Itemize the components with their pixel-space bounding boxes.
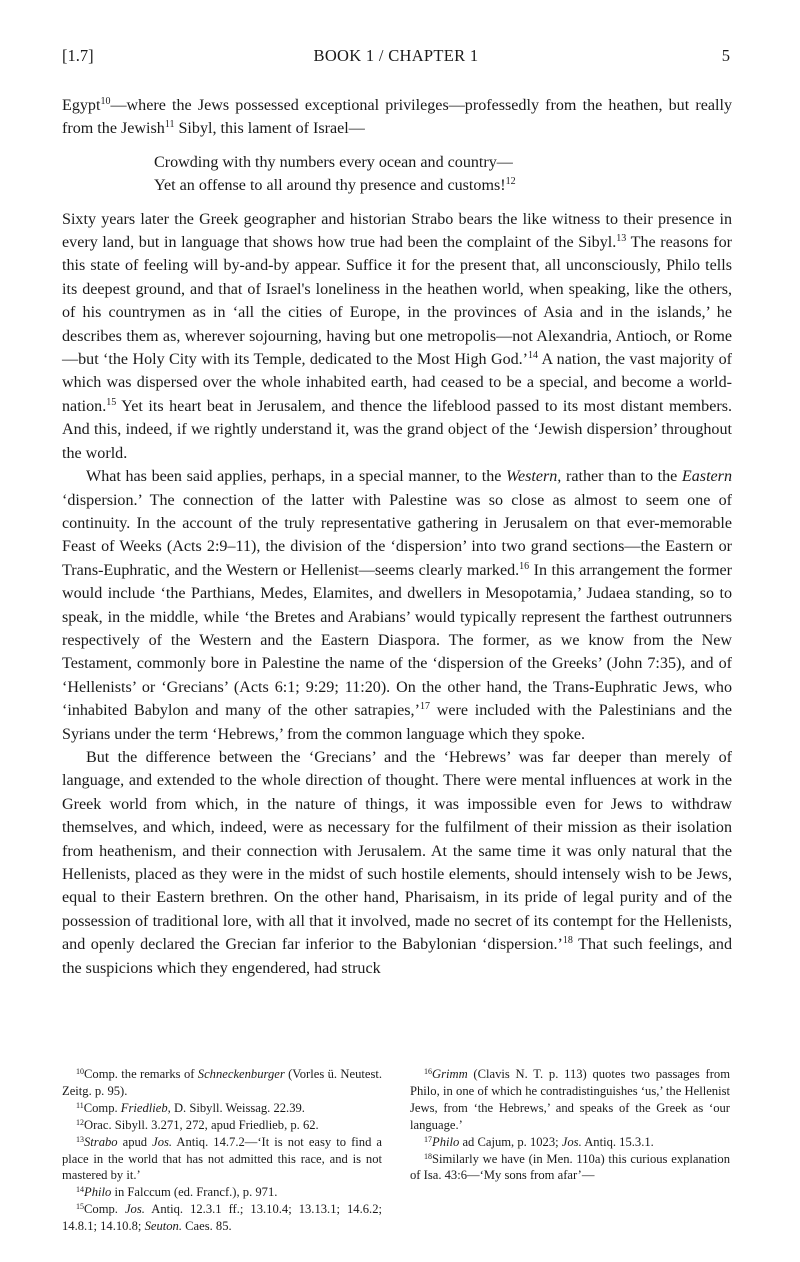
footnote: [410, 1151, 730, 1185]
emphasis: Western,: [506, 468, 562, 486]
text-run: Antiq. 12.3.1 ff.; 13.10.4; 13.13.1; 14.6.2; 14.8.1; 14.10.8;: [62, 1202, 382, 1234]
footnote-number: 10: [76, 1067, 84, 1076]
text-run: Comp.: [84, 1202, 125, 1217]
emphasis: Jos.: [124, 1202, 145, 1217]
quoted-verse: [154, 151, 732, 198]
footnote: [62, 1134, 382, 1185]
text-run: Sixty years later the Greek geographer and historian Strabo bears the like witness to their presence in every land, but in language that shows how true had been the complaint of the Sibyl.: [62, 210, 732, 252]
emphasis: Seuton.: [144, 1219, 182, 1234]
text-run: Orac. Sibyll. 3.271, 272, apud Friedlieb, p. 62.: [84, 1117, 319, 1132]
text-run: In this arrangement the former would include ‘the Parthians, Medes, Elamites, and dwellers in Mesopotamia,’ Judaea standing, so to speak, in the middle, while ‘the Bretes and Arabians’ would typically represent the farthest outrunners respectively of the Western and the Eastern Diaspora. The former, as we know from the New Testament, commonly bore in Palestine the name of the ‘dispersion of the Greeks’ (John 7:35), and of ‘Hellenists’ or ‘Grecians’ (Acts 6:1; 9:29; 11:20). On the other hand, the Trans-Euphratic Jews, who ‘inhabited Babylon and many of the other satrapies,’: [62, 561, 732, 720]
main-text: [62, 94, 732, 980]
emphasis: Strabo: [84, 1134, 118, 1149]
footnote-number: 13: [76, 1134, 84, 1144]
footnote-number: 11: [76, 1100, 84, 1110]
footnote: [62, 1100, 382, 1117]
footnote: [410, 1134, 730, 1151]
emphasis: Eastern: [681, 468, 732, 486]
footnote-ref: 18: [562, 935, 573, 947]
verse-line: Crowding with thy numbers every ocean and country—: [154, 153, 513, 171]
text-run: apud: [117, 1134, 153, 1149]
text-run: Similarly we have (in Men. 110a) this curious explanation of Isa. 43:6—‘My sons from afar’—: [410, 1151, 730, 1183]
text-run: A nation, the vast majority of which was dispersed over the whole inhabited earth, had ceased to be a special, and become a world-nation.: [62, 351, 732, 415]
footnote-ref: 17: [419, 701, 430, 713]
text-run: D. Sibyll. Weissag. 22.39.: [170, 1100, 305, 1115]
footnote: [62, 1184, 382, 1201]
footnote-number: 17: [424, 1134, 432, 1144]
footnote-number: 18: [424, 1151, 432, 1161]
emphasis: Jos.: [561, 1134, 582, 1149]
footnote: [62, 1117, 382, 1134]
text-run: Comp.: [83, 1100, 121, 1115]
page-number: 5: [721, 46, 730, 65]
emphasis: Grimm: [432, 1067, 468, 1081]
footnote-ref: 14: [528, 350, 539, 362]
text-run: (Clavis N. T. p. 113) quotes two passages from Philo, in one of which he contradistinguishes ‘us,’ the Hellenist Jews, from ‘the Hebrews,’ and speaks of the Greek as ‘our language.’: [410, 1067, 730, 1132]
text-run: The reasons for this state of feeling will by-and-by appear. Suffice it for the present that, all unconsciously, Philo tells its deepest ground, and that of Israel's loneliness in the heathen world, when speaking, like the others, of his countrymen as in ‘all the cities of Europe, in the provinces of Asia and in the islands,’ he describes them as, wherever sojourning, having but one metropolis—not Alexandria, Antioch, or Rome—but ‘the Holy City with its Temple, dedicated to the Most High God.’: [62, 234, 732, 369]
emphasis: Jos.: [152, 1134, 173, 1149]
text-run: Sibyl, this lament of Israel—: [174, 120, 365, 138]
paragraph: [62, 465, 732, 746]
text-run: —where the Jews possessed exceptional privileges—professedly from the heathen, but really from the Jewish: [62, 97, 732, 138]
verse-line: [154, 174, 732, 197]
text-run: ‘dispersion.’ The connection of the latter with Palestine was so close as almost to seem one of continuity. In the account of the truly representative gathering in Jerusalem on that ever-memorable Feast of Weeks (Acts 2:9–11), the division of the ‘dispersion’ into two grand sections—the Eastern or Trans-Euphratic, and the Western or Hellenist—seems clearly marked.: [62, 491, 732, 579]
section-marker: [1.7]: [62, 46, 94, 65]
running-title: BOOK 1 / CHAPTER 1: [313, 46, 479, 65]
emphasis: Friedlieb,: [120, 1100, 171, 1115]
text-run: But the difference between the ‘Grecians’ and the ‘Hebrews’ was far deeper than merely of language, and extended to the whole direction of thought. There were mental influences at work in the Greek world from which, in the nature of things, it was impossible even for Jews to withdraw themselves, and which, indeed, were as necessary for the fulfilment of their mission as their isolation from heathenism, and their connection with Jerusalem. At the same time it was only natural that the Hellenists, placed as they were in the midst of such hostile elements, should intensely wish to be Jews, equal to their Eastern brethren. On the other hand, Pharisaism, in its pride of legal purity and of the possession of traditional lore, with all that it involved, made no secret of its contempt for the Hellenists, and openly declared the Grecian far inferior to the Babylonian ‘dispersion.’: [62, 748, 732, 954]
footnote: [62, 1201, 382, 1235]
running-header: [62, 46, 730, 72]
footnote-number: 14: [76, 1185, 84, 1195]
text-run: That such feelings, and the suspicions which they engendered, had struck: [62, 936, 732, 977]
paragraph: [62, 208, 732, 465]
footnote-column-right: [410, 1066, 730, 1184]
footnote-ref: 12: [505, 176, 516, 188]
text-run: Comp. the remarks of: [84, 1067, 198, 1081]
emphasis: Schneckenburger: [197, 1067, 285, 1081]
text-run: What has been said applies, perhaps, in a special manner, to the: [86, 468, 507, 486]
text-run: rather than to the: [561, 468, 682, 486]
emphasis: Philo: [84, 1185, 112, 1200]
text-run: were included with the Palestinians and the Syrians under the term ‘Hebrews,’ from the common language which they spoke.: [62, 702, 733, 743]
footnote: [410, 1066, 730, 1134]
text-run: ad Cajum, p. 1023;: [459, 1134, 562, 1149]
text-run: Egypt: [62, 97, 101, 114]
footnote-ref: 16: [519, 560, 530, 572]
text-run: Antiq. 15.3.1.: [581, 1134, 654, 1149]
text-run: Yet its heart beat in Jerusalem, and thence the lifeblood passed to its most distant members. And this, indeed, if we rightly understand it, was the grand object of the ‘Jewish dispersion’ throughout the world.: [62, 397, 732, 462]
paragraph: [62, 94, 732, 141]
paragraph: [62, 746, 732, 980]
footnote-column-left: [62, 1066, 382, 1235]
text-run: Yet an offense to all around thy presence and customs!: [154, 177, 506, 195]
footnote-number: 15: [76, 1202, 84, 1212]
text-run: in Falccum (ed. Francf.), p. 971.: [111, 1185, 278, 1200]
footnote-number: 16: [424, 1067, 432, 1076]
footnote: [62, 1066, 382, 1100]
footnote-ref: 10: [100, 96, 111, 107]
footnote-ref: 13: [616, 233, 627, 245]
text-run: Antiq. 14.7.2—‘It is not easy to find a place in the world that has not admitted this race, and is not mastered by it.’: [62, 1134, 382, 1183]
footnote-number: 12: [76, 1117, 84, 1127]
text-run: Caes. 85.: [182, 1219, 232, 1234]
emphasis: Philo: [432, 1134, 460, 1149]
footnote-ref: 11: [164, 119, 175, 131]
footnote-ref: 15: [106, 396, 117, 408]
text-run: (Vorles ü. Neutest. Zeitg. p. 95).: [62, 1067, 382, 1098]
